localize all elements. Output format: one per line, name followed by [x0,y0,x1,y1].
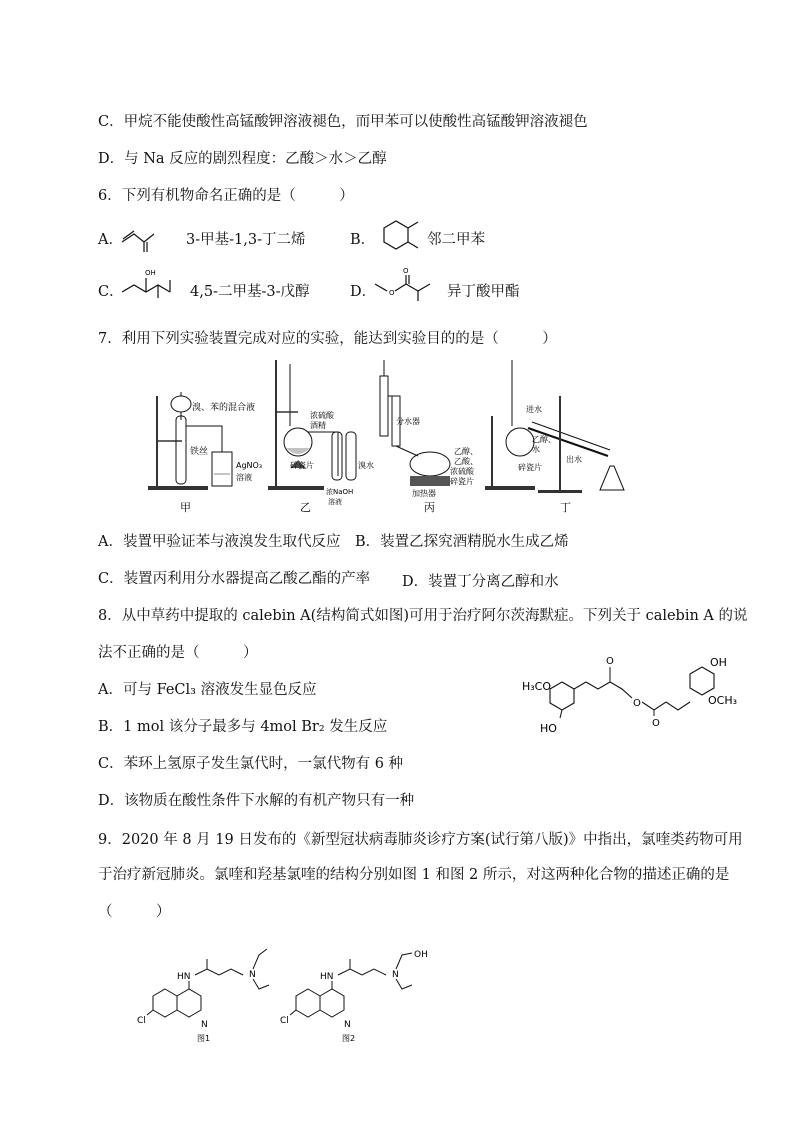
bing-reagent-1: 乙醇、 [454,447,478,456]
q7-option-c: C．装置丙利用分水器提高乙酸乙酯的产率 [98,571,371,587]
fig2-caption: 图2 [342,1034,356,1043]
bing-reagent-2: 乙酸、 [454,457,478,466]
fig1-n-ring: N [201,1020,208,1030]
q6-option-c-name: 4,5-二甲基-3-戊醇 [190,284,310,300]
q6-d-o-ester: O [389,289,395,297]
q6-option-d-letter: D． [350,284,377,300]
q8-stem-2: 法不正确的是（ ） [98,645,258,661]
calebin-ho-left: HO [540,722,557,735]
calebin-o-bottom: O [652,718,660,729]
ding-reagent-1: 乙醇、 [532,435,556,444]
apparatus-bing [380,360,478,514]
yi-alcohol-label: 酒精 [310,421,326,430]
calebin-h3co: H₃CO [522,680,552,693]
yi-label: 乙 [300,501,311,514]
jia-iron-label: 铁丝 [190,447,209,457]
q8-option-a: A．可与 FeCl₃ 溶液发生显色反应 [98,682,317,698]
fig1-n: N [249,970,256,980]
q6-option-c-letter: C． [98,284,124,300]
ding-water-out-label: 出水 [566,455,582,464]
fig2-n-ring: N [344,1020,351,1030]
apparatus-yi [268,360,374,514]
q8-option-c: C．苯环上氢原子发生氯代时，一氯代物有 6 种 [98,756,404,772]
q6-option-a-name: 3-甲基-1,3-丁二烯 [186,232,306,248]
jia-label: 甲 [180,501,191,514]
bing-reagent-4: 碎瓷片 [450,477,474,486]
calebin-och3: OCH₃ [708,694,738,707]
q6-d-structure [372,264,440,302]
bing-label: 丙 [424,501,435,514]
bing-separator-label: 分水器 [396,417,420,426]
fig1-caption: 图1 [197,1034,211,1043]
yi-naoh-label: 浓NaOH [326,488,354,496]
q9-figure-2 [278,945,438,1045]
q6-option-b-name: 邻二甲苯 [427,232,485,248]
q6-option-a-letter: A． [98,232,123,248]
q7-options-ab: A．装置甲验证苯与液溴发生取代反应 B．装置乙探究酒精脱水生成乙烯 [98,534,569,550]
fig1-hn: HN [177,972,191,982]
fig2-hn: HN [320,972,334,982]
q6-b-structure [376,218,426,258]
calebin-oh-right: OH [710,656,727,669]
ding-label: 丁 [560,501,571,514]
ding-reagent-2: 水 [532,445,540,454]
q7-option-d: D．装置丁分离乙醇和水 [402,574,559,590]
q6-c-oh-label: OH [145,269,156,277]
q8-option-b: B．1 mol 该分子最多与 4mol Br₂ 发生反应 [98,719,388,735]
q9-stem-2: 于治疗新冠肺炎。氯喹和羟基氯喹的结构分别如图 1 和图 2 所示，对这两种化合物的描述正确的是 [98,867,730,883]
fig2-oh: OH [414,950,428,960]
fig1-cl: Cl [137,1016,146,1026]
apparatus-jia [148,392,262,514]
calebin-o-top: O [606,656,614,667]
q7-stem: 7．利用下列实验装置完成对应的实验，能达到实验目的的是（ ） [98,331,557,347]
q6-c-structure [118,266,188,302]
calebin-structure [520,652,750,740]
apparatus-ding [485,360,624,514]
yi-chips-label: 碎瓷片 [290,461,314,470]
jia-solution-label: 溶液 [236,473,252,482]
jia-mix-label: 溴、苯的混合液 [192,403,256,413]
q6-a-structure [120,222,170,254]
fig2-n: N [392,970,399,980]
q7-apparatus-figure [140,356,630,518]
q6-option-b-letter: B． [350,232,376,248]
q9-figure-1 [135,945,275,1045]
bing-heater-label: 加热器 [412,489,436,498]
yi-acid-label: 浓硫酸 [310,411,334,420]
q9-stem-3: （ ） [98,904,171,920]
q8-option-d: D．该物质在酸性条件下水解的有机产物只有一种 [98,793,415,809]
q9-stem-1: 9．2020 年 8 月 19 日发布的《新型冠状病毒肺炎诊疗方案(试行第八版)》中指出，氯喹类药物可用 [98,832,743,848]
jia-agno3-label: AgNO₃ [236,461,263,470]
q6-stem: 6．下列有机物命名正确的是（ ） [98,188,354,204]
yi-solution-label: 溶液 [328,498,342,506]
q5-option-d: D．与 Na 反应的剧烈程度：乙酸＞水＞乙醇 [98,151,387,167]
ding-water-in-label: 进水 [526,405,542,414]
fig2-cl: Cl [280,1016,289,1026]
yi-bromine-label: 溴水 [358,461,374,470]
calebin-o-ester: O [633,698,641,709]
bing-reagent-3: 浓硫酸 [450,467,474,476]
ding-chips-label: 碎瓷片 [518,463,542,472]
q8-stem-1: 8．从中草药中提取的 calebin A(结构简式如图)可用于治疗阿尔茨海默症。下列关于 calebin A 的说 [98,608,748,624]
q5-option-c: C．甲烷不能使酸性高锰酸钾溶液褪色，而甲苯可以使酸性高锰酸钾溶液褪色 [98,114,588,130]
q6-d-o-top: O [403,267,409,275]
q6-option-d-name: 异丁酸甲酯 [447,284,520,300]
